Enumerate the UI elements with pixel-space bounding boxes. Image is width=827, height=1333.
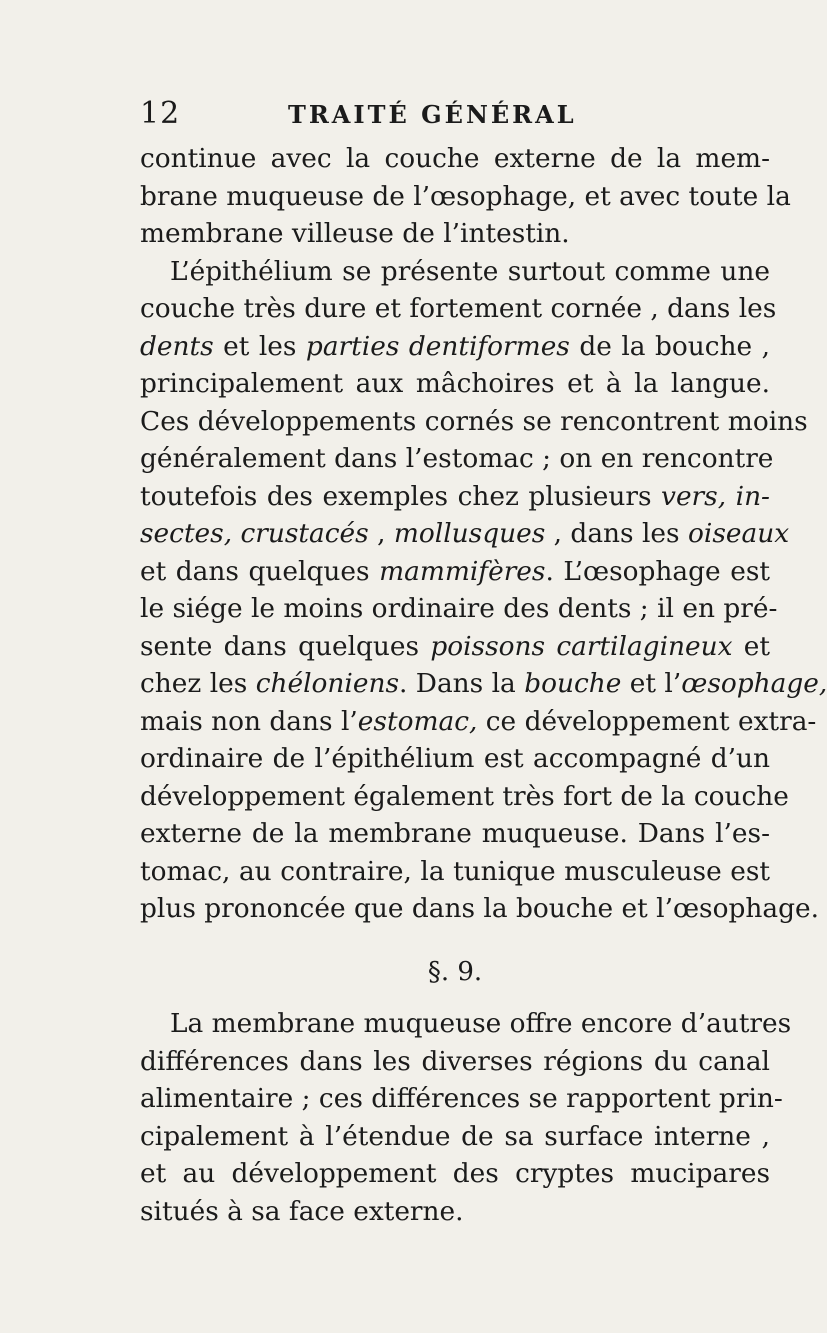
text-run: externe de la membrane muqueuse. Dans l’es- [140,818,770,849]
text-line [140,853,770,891]
text-line [140,178,791,216]
text-run: différences dans les diverses régions du canal [140,1045,770,1077]
text-line [140,1005,792,1043]
italic-term: poissons cartilagineux [430,630,733,662]
text-line [140,553,770,591]
italic-term: oiseaux [687,518,790,549]
text-run: L’épithélium se présente surtout comme une [170,255,770,287]
text-line [140,1118,770,1156]
text-run: de la bouche , [569,330,770,362]
text-line [140,403,808,441]
text-line [140,740,770,778]
italic-term: vers, in- [661,480,770,512]
text-line [140,1155,770,1193]
text-line [140,253,770,291]
text-run: brane muqueuse de l’œsophage, et avec toute la [140,180,791,212]
text-run: alimentaire ; ces différences se rapportent prin- [140,1083,783,1114]
page-number: 12 [140,96,181,131]
text-line [140,140,770,178]
text-run: chez les [140,668,256,699]
text-line [140,515,790,553]
text-line [140,815,770,853]
text-run: situés à sa face externe. [140,1195,464,1227]
text-line [140,628,770,666]
italic-term: sectes, crustacés [140,518,369,549]
text-run: couche très dure et fortement cornée , dans les [140,293,777,324]
text-run: généralement dans l’estomac ; on en rencontre [140,443,774,474]
text-run: continue avec la couche externe de la mem- [140,143,770,174]
text-run: mais non dans l’ [140,705,358,737]
text-run: . Dans la [399,668,525,699]
text-run: ordinaire de l’épithélium est accompagné d’un [140,743,770,774]
italic-term: chéloniens [255,668,400,699]
text-run: le siége le moins ordinaire des dents ; il en pré- [140,593,778,624]
italic-term: estomac, [357,705,478,737]
text-run: , [368,518,394,549]
text-run: membrane villeuse de l’intestin. [140,218,570,249]
text-run: toutefois des exemples chez plusieurs [140,480,662,512]
italic-term: dents [140,330,214,362]
text-run: , dans les [545,518,688,549]
page-header [140,96,750,136]
text-line [140,1043,770,1081]
running-title: TRAITÉ GÉNÉRAL [288,100,577,129]
text-line [140,215,770,253]
text-run: cipalement à l’étendue de sa surface interne , [140,1120,770,1152]
text-run: tomac, au contraire, la tunique musculeuse est [140,855,770,887]
italic-term: mollusques [393,518,546,549]
text-run: La membrane muqueuse offre encore d’autres [170,1008,792,1039]
text-run: et l’ [621,668,682,699]
text-line [140,890,820,928]
text-line [140,1080,783,1118]
text-run: . L’œsophage est [545,555,770,587]
text-run: et les [213,330,306,362]
text-run: Ces développements cornés se rencontrent moins [140,405,808,437]
italic-term: parties dentiformes [305,330,570,362]
text-run: et dans quelques [140,555,380,587]
text-line [140,365,770,403]
text-run: plus prononcée que dans la bouche et l’œsophage. [140,893,820,924]
text-run: développement également très fort de la couche [140,780,789,812]
text-run: ce développement extra- [477,705,817,737]
text-run: et au développement des cryptes mucipares [140,1158,770,1189]
text-run: sente dans quelques [140,630,431,662]
text-line [140,703,817,741]
body-text [140,140,827,1230]
text-line [140,290,777,328]
text-line [140,1193,770,1231]
section-heading: §. 9. [427,956,483,987]
text-line [140,665,827,703]
text-line [140,440,774,478]
text-run: principalement aux mâchoires et à la langue. [140,368,770,399]
text-line [140,328,770,366]
italic-term: mammifères [379,555,546,587]
text-line [140,590,778,628]
italic-term: bouche [524,668,622,699]
text-line [140,778,789,816]
text-line [140,478,770,516]
text-run: et [732,630,770,662]
italic-term: œsophage, [681,668,827,699]
